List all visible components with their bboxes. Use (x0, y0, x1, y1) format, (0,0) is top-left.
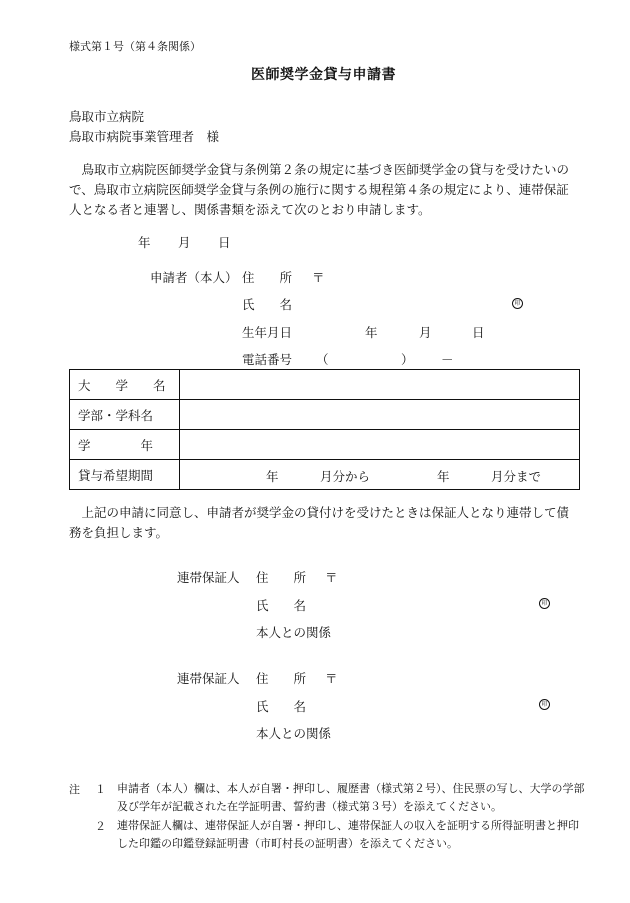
university-info-table (69, 369, 580, 490)
addressee-manager: 鳥取市病院事業管理者 様 (69, 129, 220, 144)
period-end-month: 月分まで (491, 469, 542, 484)
guarantor-2-name-label: 氏 名 (256, 699, 307, 714)
guarantor-1-seal-icon: 印 (539, 598, 550, 609)
grade-field[interactable] (180, 430, 580, 460)
applicant-postal-mark: 〒 (312, 270, 325, 285)
applicant-name-label: 氏 名 (242, 297, 293, 312)
applicant-phone-open: （ (316, 352, 329, 367)
applicant-address-label: 住 所 (242, 270, 293, 285)
applicant-birth-year: 年 (365, 325, 378, 340)
guarantor-2-address-label: 住 所 (256, 671, 307, 686)
table-row (70, 370, 580, 400)
loan-period-field[interactable] (180, 460, 580, 490)
guarantor-1-label: 連帯保証人 (177, 570, 240, 585)
table-row (70, 400, 580, 430)
guarantor-1-address-label: 住 所 (256, 570, 307, 585)
note-2-text: 連帯保証人欄は、連帯保証人が自署・押印し、連帯保証人の収入を証明する所得証明書と押印した印鑑の印鑑登録証明書（市町村長の証明書）を添えてください。 (117, 819, 579, 850)
date-day-label: 日 (218, 235, 231, 250)
faculty-label: 学部・学科名 (70, 400, 180, 430)
guarantor-2-label: 連帯保証人 (177, 671, 240, 686)
guarantor-2-relation-label: 本人との関係 (256, 726, 332, 741)
note-1-number: １ (95, 783, 106, 796)
applicant-birth-label: 生年月日 (242, 325, 293, 340)
period-end-year: 年 (437, 469, 450, 484)
note-2-number: ２ (95, 820, 106, 833)
applicant-seal-icon: 印 (512, 298, 523, 309)
applicant-birth-month: 月 (419, 325, 432, 340)
guarantor-1-postal-mark: 〒 (325, 570, 338, 585)
notes-heading: 注 (69, 783, 80, 796)
guarantor-2-seal-icon: 印 (539, 699, 550, 710)
applicant-birth-day: 日 (472, 325, 485, 340)
applicant-phone-close: ） (401, 352, 414, 367)
form-title: 医師奨学金貸与申請書 (251, 67, 396, 83)
addressee-hospital: 鳥取市立病院 (69, 109, 145, 124)
university-name-field[interactable] (180, 370, 580, 400)
note-1-text: 申請者（本人）欄は、本人が自署・押印し、履歴書（様式第２号）、住民票の写し、大学の学部及び学年が記載された在学証明書、誓約書（様式第３号）を添えてください。 (117, 782, 585, 813)
period-start-year: 年 (266, 469, 279, 484)
faculty-field[interactable] (180, 400, 580, 430)
university-name-label: 大 学 名 (70, 370, 180, 400)
table-row (70, 430, 580, 460)
consent-paragraph: 上記の申請に同意し、申請者が奨学金の貸付けを受けたときは保証人となり連帯して債務を負担します。 (69, 505, 570, 540)
form-number: 様式第１号（第４条関係） (69, 40, 201, 53)
date-month-label: 月 (178, 235, 191, 250)
applicant-phone-label: 電話番号 (242, 352, 293, 367)
applicant-phone-dash: － (441, 352, 454, 367)
period-start-month: 月分から (320, 469, 371, 484)
applicant-label: 申請者（本人） (150, 270, 238, 285)
loan-period-label: 貸与希望期間 (70, 460, 180, 490)
date-year-label: 年 (138, 235, 151, 250)
intro-paragraph: 鳥取市立病院医師奨学金貸与条例第２条の規定に基づき医師奨学金の貸与を受けたいので、鳥取市立病院医師奨学金貸与条例の施行に関する規程第４条の規定により、連帯保証人となる者と連署し、関係書類を添えて次のとおり申請します。 (69, 162, 570, 217)
guarantor-2-postal-mark: 〒 (325, 671, 338, 686)
table-row (70, 460, 580, 490)
grade-label: 学 年 (70, 430, 180, 460)
guarantor-1-name-label: 氏 名 (256, 598, 307, 613)
guarantor-1-relation-label: 本人との関係 (256, 625, 332, 640)
